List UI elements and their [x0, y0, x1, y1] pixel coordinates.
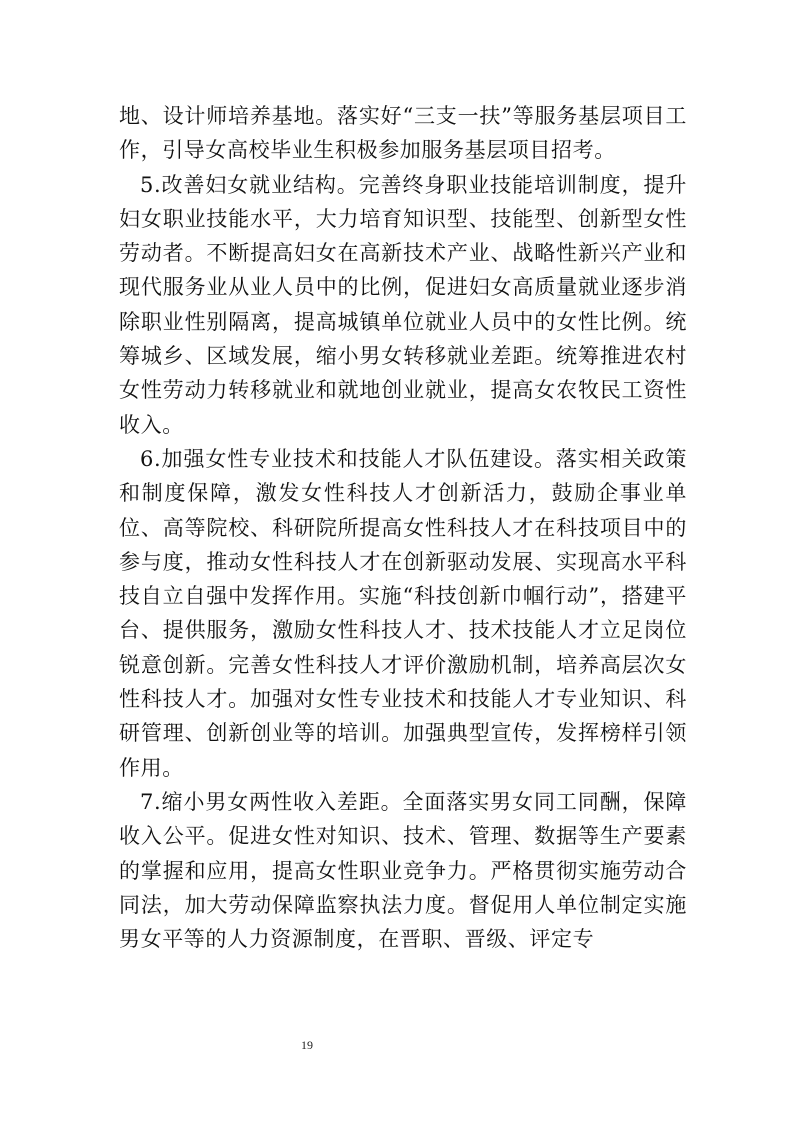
paragraph-item-6: 6.加强女性专业技术和技能人才队伍建设。落实相关政策和制度保障，激发女性科技人才创新活力，鼓励企事业单位、高等院校、科研院所提高女性科技人才在科技项目中的参与度，推动女性科技人才在创新驱动发展、实现高水平科技自立自强中发挥作用。实施“科技创新巾帼行动”，搭建平台、提供服务，激励女性科技人才、技术技能人才立足岗位锐意创新。完善女性科技人才评价激励机制，培养高层次女性科技人才。加强对女性专业技术和技能人才专业知识、科研管理、创新创业等的培训。加强典型宣传，发挥榜样引领作用。 — [119, 446, 687, 780]
paragraph-item-5: 5.改善妇女就业结构。完善终身职业技能培训制度，提升妇女职业技能水平，大力培育知识型、技能型、创新型女性劳动者。不断提高妇女在高新技术产业、战略性新兴产业和现代服务业从业人员中的比例，促进妇女高质量就业逐步消除职业性别隔离，提高城镇单位就业人员中的女性比例。统筹城乡、区域发展，缩小男女转移就业差距。统筹推进农村女性劳动力转移就业和就地创业就业，提高女农牧民工资性收入。 — [119, 172, 687, 437]
page-number: 19 — [301, 1038, 313, 1052]
body-text — [119, 99, 687, 956]
paragraph-item-7: 7.缩小男女两性收入差距。全面落实男女同工同酬，保障收入公平。促进女性对知识、技术、管理、数据等生产要素的掌握和应用，提高女性职业竞争力。严格贯彻实施劳动合同法，加大劳动保障监察执法力度。督促用人单位制定实施男女平等的人力资源制度，在晋职、晋级、评定专 — [119, 789, 687, 952]
paragraph-continuation: 地、设计师培养基地。落实好“三支一扶”等服务基层项目工作，引导女高校毕业生积极参加服务基层项目招考。 — [119, 104, 687, 163]
